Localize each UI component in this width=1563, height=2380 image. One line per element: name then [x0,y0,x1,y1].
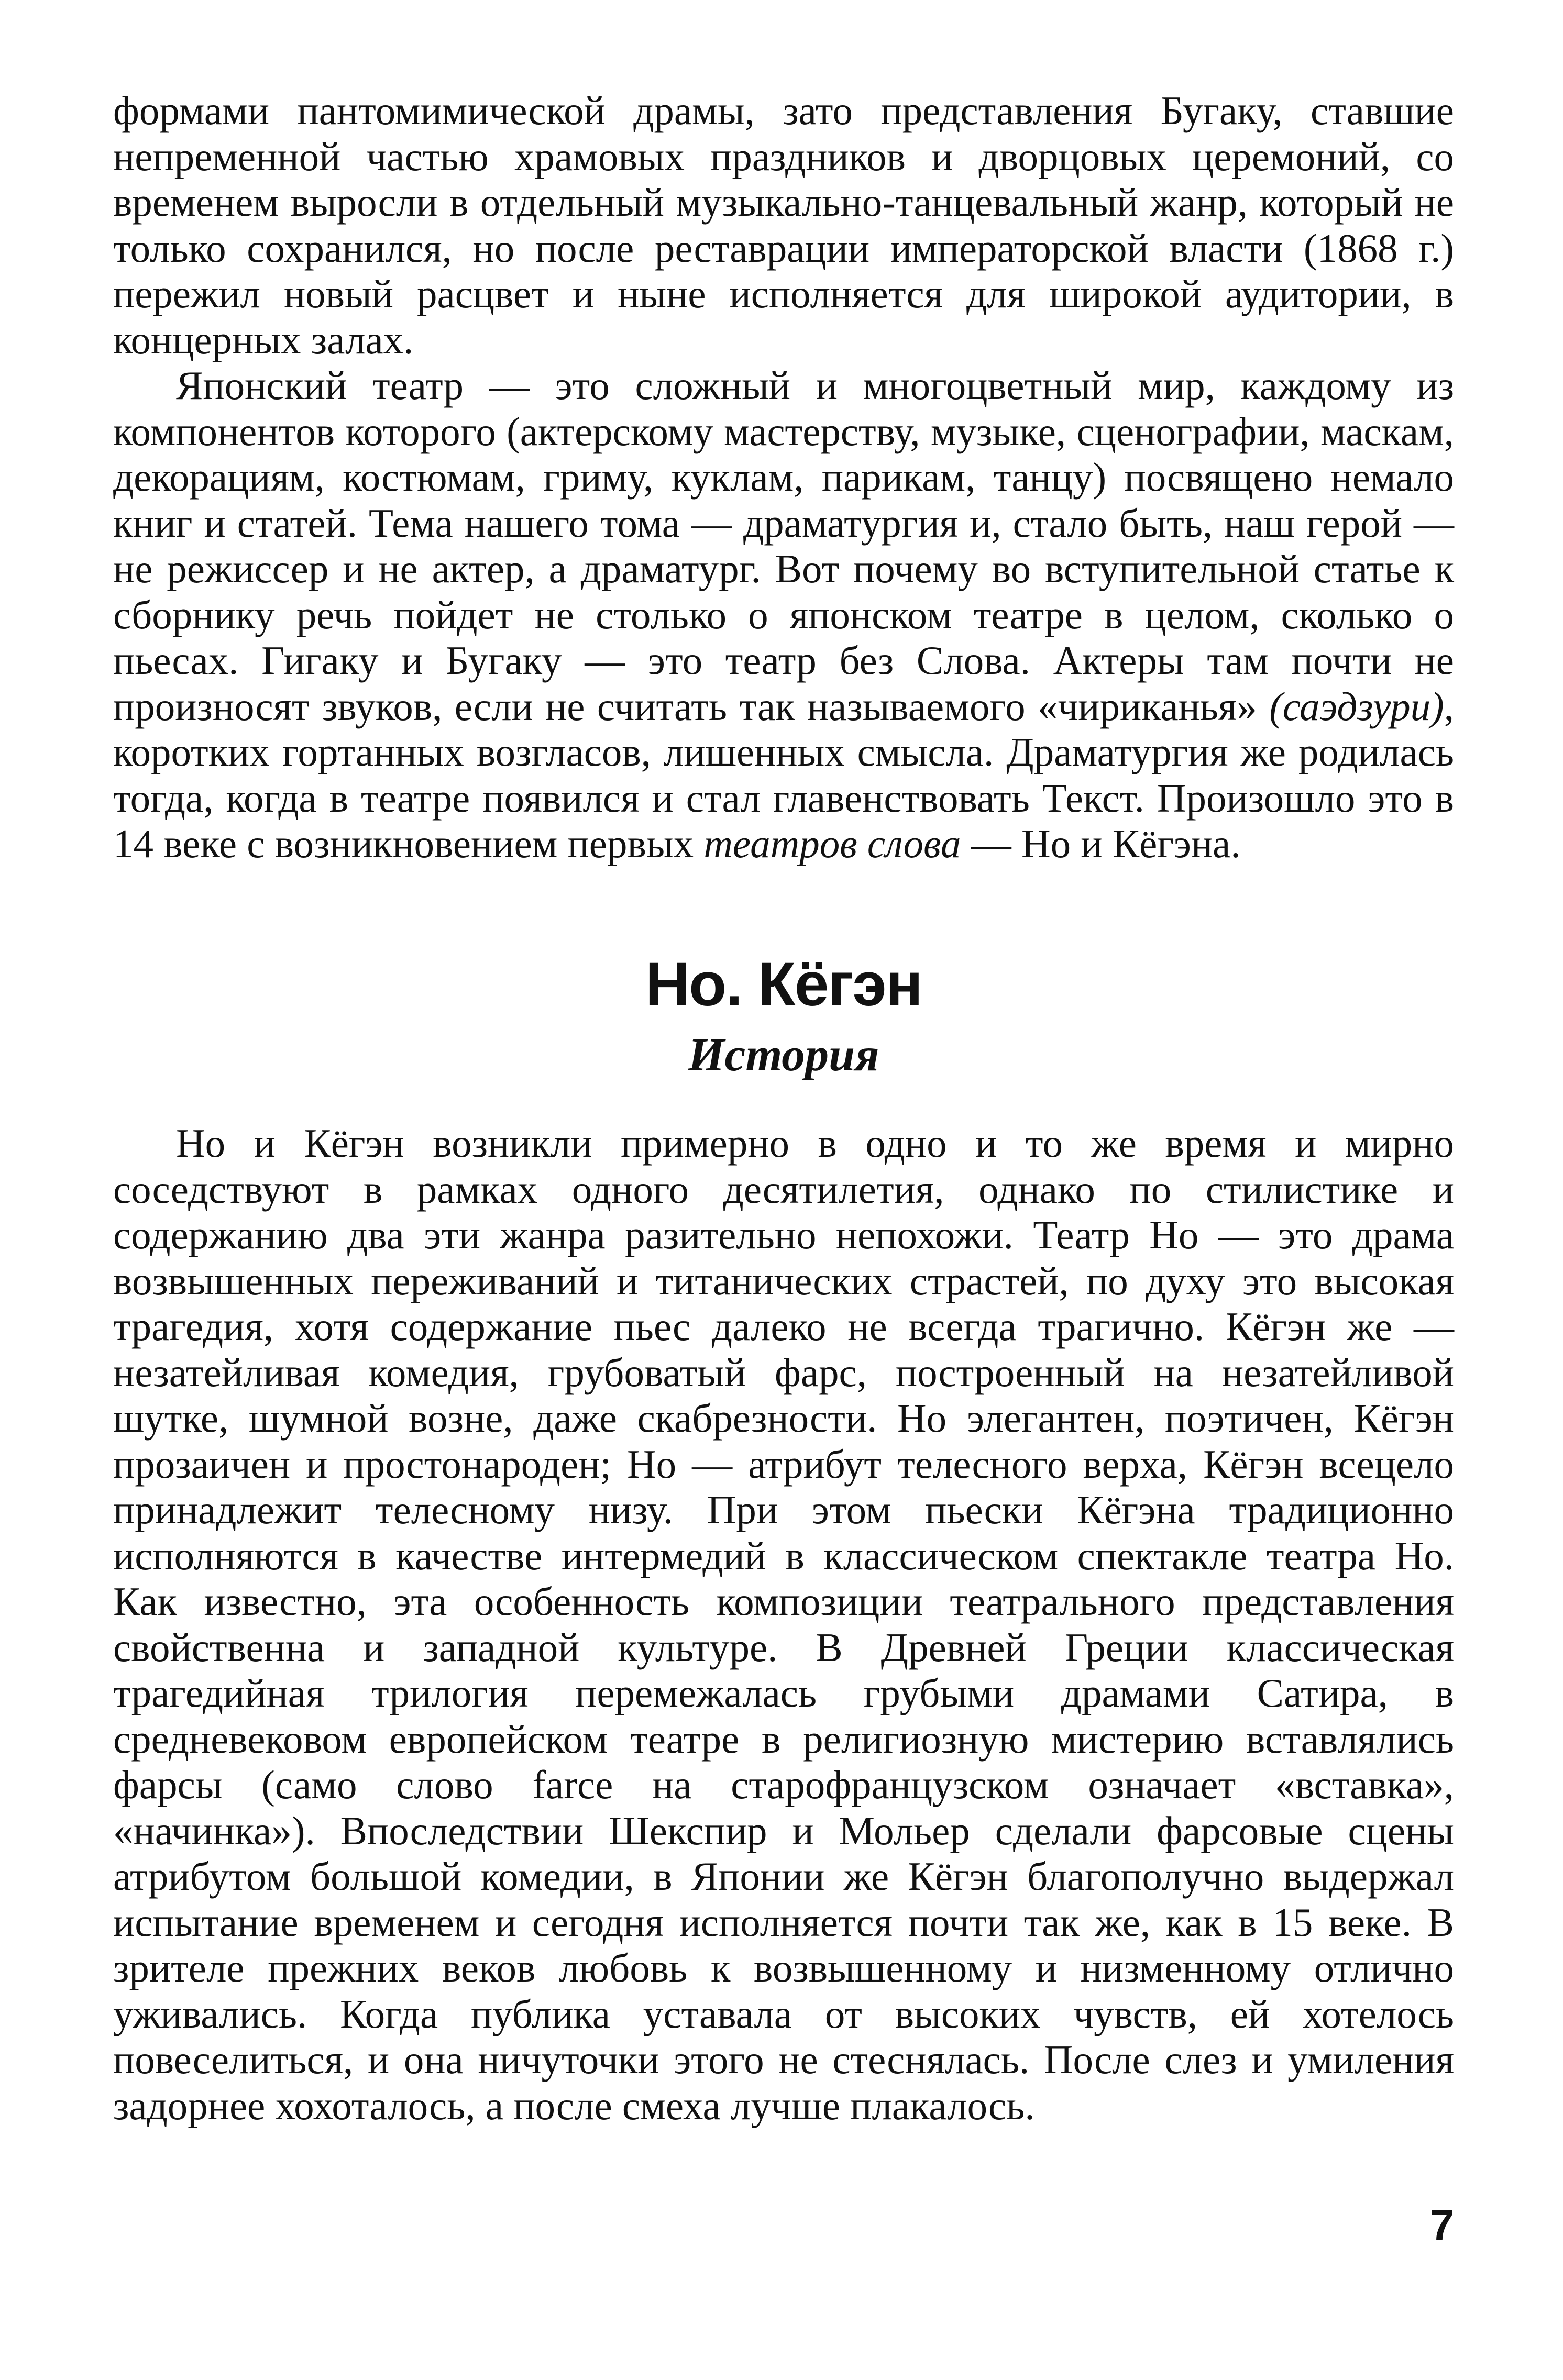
italic-term-saedzuri: (саэдзури) [1269,683,1444,729]
paragraph-text: , коротких гортанных возгласов, лишенных смысла. Драматургия же родилась тогда, когда в театре появился и стал главенствовать Текст. Произошло это в 14 веке с возникновением первых [113,683,1455,866]
paragraph-text: — Но и Кёгэна. [971,821,1241,866]
page-number: 7 [1430,2201,1454,2249]
paragraph-continuation: формами пантомимической драмы, зато представления Бугаку, ставшие непременной частью храмовых праздников и дворцовых церемоний, со временем выросли в отдельный музыкально-танцевальный жанр, который не только сохранился, но после реставрации императорской власти (1868 г.) пережил новый расцвет и ныне исполняется для широкой аудитории, в концерных залах. [113,88,1454,362]
history-text [113,1121,1454,2129]
section-title: Но. Кёгэн [645,950,922,1019]
italic-term-theatres-of-word: театров слова [703,821,961,866]
section-subtitle: История [688,1029,879,1081]
paragraph-japanese-theatre [113,363,1454,867]
paragraph-history: Но и Кёгэн возникли примерно в одно и то же время и мирно соседствуют в рамках одного десятилетия, однако по стилистике и содержанию два эти жанра разительно непохожи. Театр Но — это драма возвышенных переживаний и титанических страстей, по духу это высокая трагедия, хотя содержание пьес далеко не всегда трагично. Кёгэн же — незатейливая комедия, грубоватый фарс, построенный на незатейливой шутке, шумной возне, даже скабрезности. Но элегантен, поэтичен, Кёгэн прозаичен и простонароден; Но — атрибут телесного верха, Кёгэн всецело принадлежит телесному низу. При этом пьески Кёгэна традиционно исполняются в качестве интермедий в классическом спектакле театра Но. Как известно, эта особенность композиции театрального представления свойственна и западной культуре. В Древней Греции классическая трагедийная трилогия перемежалась грубыми драмами Сатира, в средневековом европейском театре в религиозную мистерию вставлялись фарсы (само слово farce на старофранцузском означает «вставка», «начинка»). Впоследствии Шекспир и Мольер сделали фарсовые сцены атрибутом большой комедии, в Японии же Кёгэн благополучно выдержал испытание временем и сегодня исполняется почти так же, как в 15 веке. В зрителе прежних веков любовь к возвышенному и низменному отлично уживались. Когда публика уставала от высоких чувств, ей хотелось повеселиться, и она ничуточки этого не стеснялась. После слез и умиления задорнее хохоталось, а после смеха лучше плакалось. [113,1121,1454,2128]
intro-text [113,88,1454,867]
paragraph-text: Японский театр — это сложный и многоцветный мир, каждому из компонентов которого (актерскому мастерству, музыке, сценографии, маскам, декорациям, костюмам, гриму, куклам, парикам, танцу) посвящено немало книг и статей. Тема нашего тома — драматургия и, стало быть, наш герой — не режиссер и не актер, а драматург. Вот почему во вступительной статье к сборнику речь пойдет не столько о японском театре в целом, сколько о пьесах. Гигаку и Бугаку — это театр без Слова. Актеры там почти не произносят звуков, если не считать так называемого «чириканья» [113,363,1454,729]
